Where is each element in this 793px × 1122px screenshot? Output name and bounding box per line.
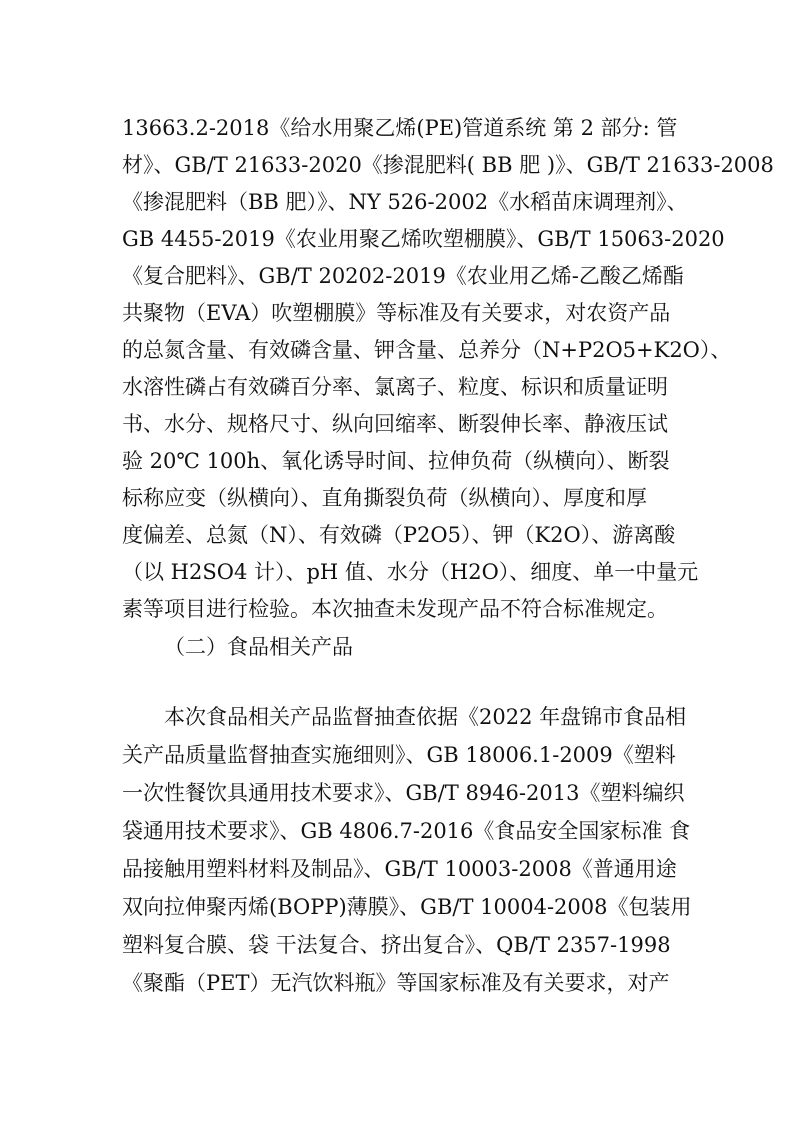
- paragraph-line: 水溶性磷占有效磷百分率、氯离子、粒度、标识和质量证明: [122, 375, 668, 399]
- paragraph-line: 塑料复合膜、袋 干法复合、挤出复合》、QB/T 2357-1998: [122, 933, 671, 957]
- paragraph-line: 素等项目进行检验。本次抽查未发现产品不符合标准规定。: [122, 597, 668, 621]
- paragraph-line: 13663.2-2018《给水用聚乙烯(PE)管道系统 第 2 部分: 管: [122, 116, 678, 140]
- paragraph-line: 验 20℃ 100h、氧化诱导时间、拉伸负荷（纵横向）、断裂: [122, 449, 670, 473]
- paragraph-line: 的总氮含量、有效磷含量、钾含量、总养分（N+P2O5+K2O）、: [122, 338, 732, 362]
- paragraph-line: 本次食品相关产品监督抽查依据《2022 年盘锦市食品相: [164, 705, 687, 729]
- paragraph-line: 标称应变（纵横向）、直角撕裂负荷（纵横向）、厚度和厚: [122, 486, 647, 510]
- paragraph-line: 材》、GB/T 21633-2020《掺混肥料( BB 肥 )》、GB/T 21633-2008: [122, 153, 774, 177]
- paragraph-line: 袋通用技术要求》、GB 4806.7-2016《食品安全国家标准 食: [122, 819, 691, 843]
- paragraph-line: 度偏差、总氮（N）、有效磷（P2O5）、钾（K2O）、游离酸: [122, 523, 676, 547]
- paragraph-line: 关产品质量监督抽查实施细则》、GB 18006.1-2009《塑料: [122, 743, 676, 767]
- paragraph-line: 《复合肥料》、GB/T 20202-2019《农业用乙烯-乙酸乙烯酯: [122, 264, 684, 288]
- section-heading: （二）食品相关产品: [164, 635, 353, 659]
- paragraph-line: 双向拉伸聚丙烯(BOPP)薄膜》、GB/T 10004-2008《包装用: [122, 895, 692, 919]
- paragraph-line: （以 H2SO4 计）、pH 值、水分（H2O）、细度、单一中量元: [122, 560, 699, 584]
- paragraph-line: 《聚酯（PET）无汽饮料瓶》等国家标准及有关要求，对产: [122, 971, 670, 995]
- paragraph-line: 书、水分、规格尺寸、纵向回缩率、断裂伸长率、静液压试: [122, 412, 668, 436]
- paragraph-line: 《掺混肥料（BB 肥）》、NY 526-2002《水稻苗床调理剂》、: [122, 190, 688, 214]
- paragraph-line: 共聚物（EVA）吹塑棚膜》等标准及有关要求，对农资产品: [122, 301, 671, 325]
- paragraph-line: 品接触用塑料材料及制品》、GB/T 10003-2008《普通用途: [122, 857, 677, 881]
- paragraph-line: 一次性餐饮具通用技术要求》、GB/T 8946-2013《塑料编织: [122, 781, 685, 805]
- paragraph-line: GB 4455-2019《农业用聚乙烯吹塑棚膜》、GB/T 15063-2020: [122, 227, 725, 251]
